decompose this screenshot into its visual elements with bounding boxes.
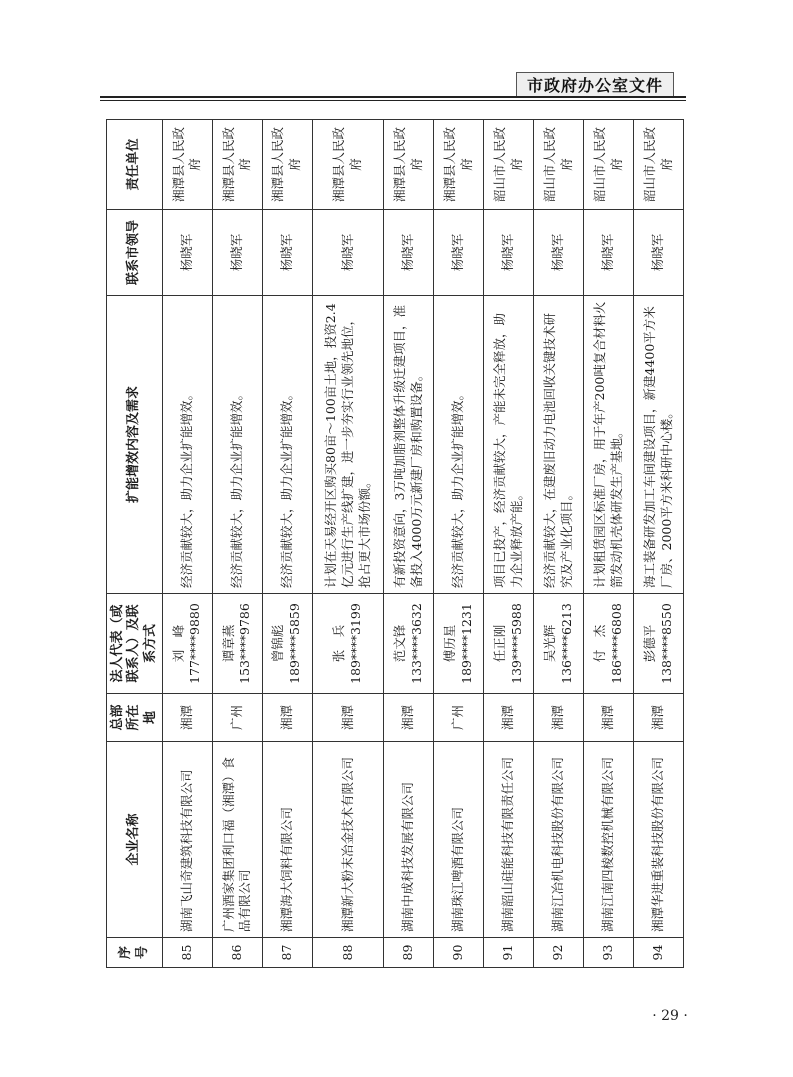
cell-unit: 湘潭县人民政府 xyxy=(434,120,484,210)
contact-phone: 153****9786 xyxy=(237,603,253,684)
cell-seq: 91 xyxy=(484,938,534,968)
cell-unit: 湘潭县人民政府 xyxy=(262,120,312,210)
cell-seq: 93 xyxy=(584,938,634,968)
cell-seq: 85 xyxy=(163,938,213,968)
cell-seq: 92 xyxy=(534,938,584,968)
contact-name: 范文锋 xyxy=(392,624,407,663)
cell-leader: 杨晓军 xyxy=(634,210,684,296)
contact-phone: 133****3632 xyxy=(408,603,424,684)
cell-hq: 湘潭 xyxy=(584,694,634,742)
cell-leader: 杨晓军 xyxy=(434,210,484,296)
contact-phone: 189****3199 xyxy=(348,603,364,684)
col-header-leader: 联系市领导 xyxy=(107,210,163,296)
cell-requirement: 项目已投产，经济贡献较大，产能未完全释放，助力企业释放产能。 xyxy=(484,296,534,594)
cell-hq: 广州 xyxy=(434,694,484,742)
cell-hq: 湘潭 xyxy=(634,694,684,742)
contact-name: 谭章燕 xyxy=(220,624,236,663)
cell-contact xyxy=(163,594,213,694)
cell-company: 湖南珠江啤酒有限公司 xyxy=(434,742,484,938)
table-row xyxy=(634,120,684,968)
cell-company: 湘潭华进重装科技股份有限公司 xyxy=(634,742,684,938)
table-row xyxy=(212,120,262,968)
table-row xyxy=(434,120,484,968)
cell-company: 湖南中成科技发展有限公司 xyxy=(384,742,434,938)
cell-unit: 湘潭县人民政府 xyxy=(312,120,384,210)
cell-requirement: 海工装备研发加工车间建设项目，新建4400平方米厂房、2000平方米科研中心楼。 xyxy=(634,296,684,594)
cell-requirement: 经济贡献较大，在建废旧动力电池回收关键技术研究及产业化项目。 xyxy=(534,296,584,594)
cell-requirement: 经济贡献较大，助力企业扩能增效。 xyxy=(262,296,312,594)
cell-unit: 湘潭县人民政府 xyxy=(163,120,213,210)
cell-leader: 杨晓军 xyxy=(212,210,262,296)
cell-company: 湘潭海大饲料有限公司 xyxy=(262,742,312,938)
cell-seq: 94 xyxy=(634,938,684,968)
contact-name: 任正刚 xyxy=(491,624,507,663)
cell-company: 湖南飞山奇建筑科技有限公司 xyxy=(163,742,213,938)
cell-requirement: 经济贡献较大，助力企业扩能增效。 xyxy=(434,296,484,594)
table-row xyxy=(584,120,634,968)
contact-name: 刘 峰 xyxy=(170,624,186,663)
col-header-seq: 序号 xyxy=(107,938,163,968)
table-row xyxy=(484,120,534,968)
cell-requirement: 有新投资意向，3万吨加脂剂整体升级迁建项目，准备投入4000万元新建厂房和购置设备。 xyxy=(384,296,434,594)
cell-unit: 湘潭县人民政府 xyxy=(384,120,434,210)
table-row xyxy=(312,120,384,968)
cell-unit: 湘潭县人民政府 xyxy=(212,120,262,210)
cell-company: 湘潭新大粉末冶金技术有限公司 xyxy=(312,742,384,938)
rotated-table-wrapper xyxy=(106,120,684,968)
cell-contact xyxy=(584,594,634,694)
contact-name: 张 兵 xyxy=(331,624,347,663)
contact-name: 吴光辉 xyxy=(541,624,557,663)
contact-phone: 189****5859 xyxy=(287,603,303,684)
cell-hq: 广州 xyxy=(212,694,262,742)
col-header-contact: 法人代表（或联系人）及联系方式 xyxy=(107,594,163,694)
table-header-row xyxy=(107,120,163,968)
cell-leader: 杨晓军 xyxy=(534,210,584,296)
cell-leader: 杨晓军 xyxy=(584,210,634,296)
contact-phone: 189****1231 xyxy=(458,603,474,684)
page-number: · 29 · xyxy=(652,1008,688,1024)
cell-company: 湖南江南四棱数控机械有限公司 xyxy=(584,742,634,938)
contact-phone: 139****5988 xyxy=(508,603,524,684)
contact-name: 付 杰 xyxy=(591,624,607,663)
cell-leader: 杨晓军 xyxy=(262,210,312,296)
cell-contact xyxy=(212,594,262,694)
cell-company: 广州酒家集团利口福（湘潭）食品有限公司 xyxy=(212,742,262,938)
col-header-unit: 责任单位 xyxy=(107,120,163,210)
cell-contact xyxy=(262,594,312,694)
contact-phone: 136****6213 xyxy=(558,603,574,684)
cell-leader: 杨晓军 xyxy=(484,210,534,296)
cell-seq: 89 xyxy=(384,938,434,968)
cell-leader: 杨晓军 xyxy=(312,210,384,296)
cell-contact xyxy=(434,594,484,694)
cell-contact xyxy=(634,594,684,694)
cell-unit: 韶山市人民政府 xyxy=(484,120,534,210)
cell-hq: 湘潭 xyxy=(163,694,213,742)
enterprise-table xyxy=(106,119,684,968)
cell-company: 湖南韶山硅能科技有限责任公司 xyxy=(484,742,534,938)
cell-leader: 杨晓军 xyxy=(163,210,213,296)
cell-requirement: 经济贡献较大，助力企业扩能增效。 xyxy=(212,296,262,594)
contact-phone: 138****8550 xyxy=(658,603,674,684)
cell-contact xyxy=(534,594,584,694)
contact-phone: 186****6808 xyxy=(608,603,624,684)
cell-hq: 湘潭 xyxy=(534,694,584,742)
cell-unit: 韶山市人民政府 xyxy=(584,120,634,210)
contact-name: 彭德平 xyxy=(641,624,657,663)
cell-seq: 86 xyxy=(212,938,262,968)
cell-unit: 韶山市人民政府 xyxy=(534,120,584,210)
cell-requirement: 经济贡献较大，助力企业扩能增效。 xyxy=(163,296,213,594)
cell-contact xyxy=(384,594,434,694)
cell-hq: 湘潭 xyxy=(262,694,312,742)
cell-seq: 87 xyxy=(262,938,312,968)
cell-hq: 湘潭 xyxy=(484,694,534,742)
col-header-requirement: 扩能增效内容及需求 xyxy=(107,296,163,594)
contact-phone: 177****9880 xyxy=(187,603,203,684)
cell-requirement: 计划租赁园区标准厂房，用于年产200吨复合材料火箭发动机壳体研发生产基地。 xyxy=(584,296,634,594)
contact-name: 曾锦彪 xyxy=(270,624,286,663)
col-header-hq: 总部所在地 xyxy=(107,694,163,742)
cell-seq: 88 xyxy=(312,938,384,968)
cell-company: 湖南江冶机电科技股份有限公司 xyxy=(534,742,584,938)
table-row xyxy=(534,120,584,968)
cell-unit: 韶山市人民政府 xyxy=(634,120,684,210)
table-row xyxy=(163,120,213,968)
header-rule xyxy=(100,96,686,98)
cell-requirement: 计划在天易经开区购买80亩～100亩土地，投资2.4亿元进行生产线扩建，进一步夯实行业领先地位，抢占更大市场份额。 xyxy=(312,296,384,594)
cell-hq: 湘潭 xyxy=(384,694,434,742)
table-row xyxy=(262,120,312,968)
cell-hq: 湘潭 xyxy=(312,694,384,742)
cell-contact xyxy=(484,594,534,694)
header-rule-thin xyxy=(100,100,686,101)
document-category-badge: 市政府办公室文件 xyxy=(516,72,674,96)
cell-seq: 90 xyxy=(434,938,484,968)
cell-contact xyxy=(312,594,384,694)
table-row xyxy=(384,120,434,968)
cell-leader: 杨晓军 xyxy=(384,210,434,296)
col-header-company: 企业名称 xyxy=(107,742,163,938)
contact-name: 傅历星 xyxy=(441,624,457,663)
